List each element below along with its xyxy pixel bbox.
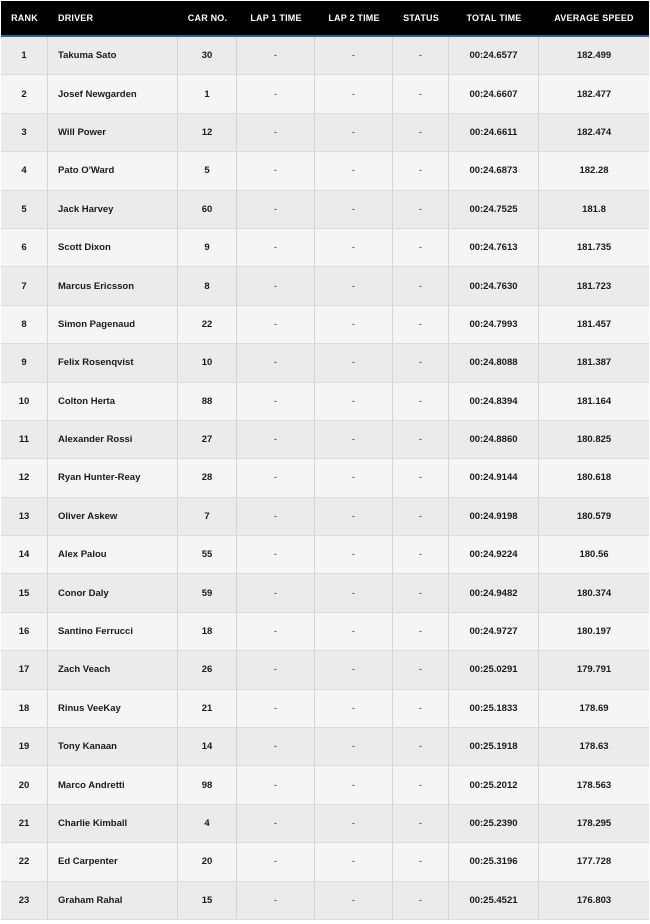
table-row (1, 728, 649, 766)
results-table (1, 1, 649, 920)
average-speed-cell: 181.8 (582, 203, 606, 215)
lap1-time-cell: - (237, 37, 315, 74)
lap2-time-cell: - (315, 114, 393, 151)
lap2-time-cell: - (315, 882, 393, 919)
lap1-time-cell: - (237, 306, 315, 343)
table-row (1, 191, 649, 229)
status-cell: - (393, 383, 449, 420)
average-speed-cell: 181.457 (576, 318, 612, 330)
column-header-lap2-time[interactable]: LAP 2 TIME (328, 13, 380, 23)
lap2-time-cell: - (315, 805, 393, 842)
table-row (1, 344, 649, 382)
total-time-cell: 00:25.4521 (449, 882, 539, 919)
car-number-cell: 20 (178, 843, 237, 880)
rank-cell: 22 (1, 843, 48, 880)
rank-cell: 18 (1, 690, 48, 727)
lap1-time-cell: - (237, 459, 315, 496)
rank-cell: 23 (1, 882, 48, 919)
status-cell: - (393, 152, 449, 189)
table-row (1, 536, 649, 574)
lap2-time-cell: - (315, 75, 393, 112)
lap1-time-cell: - (237, 421, 315, 458)
rank-cell: 7 (1, 267, 48, 304)
lap2-time-cell: - (315, 152, 393, 189)
column-header-total-time[interactable]: TOTAL TIME (466, 13, 522, 23)
total-time-cell: 00:24.6577 (449, 37, 539, 74)
driver-name-cell: Takuma Sato (48, 37, 178, 74)
rank-cell: 15 (1, 574, 48, 611)
lap1-time-cell: - (237, 75, 315, 112)
car-number-cell: 10 (178, 344, 237, 381)
status-cell: - (393, 651, 449, 688)
status-cell: - (393, 536, 449, 573)
status-cell: - (393, 882, 449, 919)
table-row (1, 574, 649, 612)
total-time-cell: 00:25.1833 (449, 690, 539, 727)
column-header-status[interactable]: STATUS (403, 13, 439, 23)
driver-name-cell: Josef Newgarden (48, 75, 178, 112)
total-time-cell: 00:24.8394 (449, 383, 539, 420)
lap1-time-cell: - (237, 152, 315, 189)
table-row (1, 267, 649, 305)
lap1-time-cell: - (237, 882, 315, 919)
driver-name-cell: Scott Dixon (48, 229, 178, 266)
column-header-average-speed[interactable]: AVERAGE SPEED (554, 13, 634, 23)
status-cell: - (393, 843, 449, 880)
rank-cell: 8 (1, 306, 48, 343)
table-body (1, 37, 649, 920)
average-speed-cell: 181.387 (576, 357, 612, 369)
car-number-cell: 22 (178, 306, 237, 343)
car-number-cell: 88 (178, 383, 237, 420)
status-cell: - (393, 498, 449, 535)
total-time-cell: 00:25.3196 (449, 843, 539, 880)
rank-cell: 5 (1, 191, 48, 228)
driver-name-cell: Jack Harvey (48, 191, 178, 228)
lap1-time-cell: - (237, 613, 315, 650)
car-number-cell: 12 (178, 114, 237, 151)
driver-name-cell: Graham Rahal (48, 882, 178, 919)
lap1-time-cell: - (237, 114, 315, 151)
driver-name-cell: Colton Herta (48, 383, 178, 420)
table-row (1, 421, 649, 459)
lap2-time-cell: - (315, 498, 393, 535)
car-number-cell: 30 (178, 37, 237, 74)
driver-name-cell: Marcus Ericsson (48, 267, 178, 304)
average-speed-cell: 180.618 (576, 472, 612, 484)
column-header-car-no[interactable]: CAR NO. (187, 13, 228, 23)
column-header-lap1-time[interactable]: LAP 1 TIME (250, 13, 302, 23)
status-cell: - (393, 37, 449, 74)
driver-name-cell: Alexander Rossi (48, 421, 178, 458)
driver-name-cell: Will Power (48, 114, 178, 151)
status-cell: - (393, 574, 449, 611)
column-header-rank[interactable]: RANK (11, 13, 38, 23)
car-number-cell: 14 (178, 728, 237, 765)
driver-name-cell: Oliver Askew (48, 498, 178, 535)
average-speed-cell: 176.803 (576, 894, 612, 906)
lap1-time-cell: - (237, 766, 315, 803)
rank-cell: 1 (1, 37, 48, 74)
driver-name-cell: Charlie Kimball (48, 805, 178, 842)
total-time-cell: 00:24.8860 (449, 421, 539, 458)
table-row (1, 766, 649, 804)
rank-cell: 20 (1, 766, 48, 803)
total-time-cell: 00:24.7613 (449, 229, 539, 266)
average-speed-cell: 177.728 (576, 856, 612, 868)
status-cell: - (393, 75, 449, 112)
driver-name-cell: Marco Andretti (48, 766, 178, 803)
table-row (1, 651, 649, 689)
status-cell: - (393, 421, 449, 458)
status-cell: - (393, 229, 449, 266)
status-cell: - (393, 306, 449, 343)
total-time-cell: 00:24.7993 (449, 306, 539, 343)
total-time-cell: 00:25.1918 (449, 728, 539, 765)
status-cell: - (393, 690, 449, 727)
lap1-time-cell: - (237, 728, 315, 765)
lap2-time-cell: - (315, 191, 393, 228)
average-speed-cell: 182.499 (576, 50, 612, 62)
column-header-driver[interactable]: DRIVER (58, 13, 94, 23)
table-row (1, 459, 649, 497)
lap1-time-cell: - (237, 498, 315, 535)
average-speed-cell: 180.825 (576, 434, 612, 446)
table-row (1, 229, 649, 267)
table-row (1, 882, 649, 920)
driver-name-cell: Tony Kanaan (48, 728, 178, 765)
table-row (1, 152, 649, 190)
table-row (1, 805, 649, 843)
average-speed-cell: 182.477 (576, 88, 612, 100)
average-speed-cell: 180.197 (576, 626, 612, 638)
average-speed-cell: 180.56 (579, 549, 609, 561)
lap2-time-cell: - (315, 613, 393, 650)
driver-name-cell: Pato O'Ward (48, 152, 178, 189)
car-number-cell: 4 (178, 805, 237, 842)
table-row (1, 843, 649, 881)
lap1-time-cell: - (237, 229, 315, 266)
lap1-time-cell: - (237, 344, 315, 381)
car-number-cell: 9 (178, 229, 237, 266)
total-time-cell: 00:24.9482 (449, 574, 539, 611)
average-speed-cell: 178.563 (576, 779, 612, 791)
lap2-time-cell: - (315, 37, 393, 74)
lap2-time-cell: - (315, 536, 393, 573)
rank-cell: 13 (1, 498, 48, 535)
lap1-time-cell: - (237, 805, 315, 842)
lap2-time-cell: - (315, 766, 393, 803)
driver-name-cell: Ed Carpenter (48, 843, 178, 880)
rank-cell: 10 (1, 383, 48, 420)
driver-name-cell: Alex Palou (48, 536, 178, 573)
car-number-cell: 59 (178, 574, 237, 611)
lap1-time-cell: - (237, 383, 315, 420)
rank-cell: 14 (1, 536, 48, 573)
car-number-cell: 55 (178, 536, 237, 573)
total-time-cell: 00:24.9727 (449, 613, 539, 650)
total-time-cell: 00:24.6873 (449, 152, 539, 189)
total-time-cell: 00:25.2390 (449, 805, 539, 842)
lap2-time-cell: - (315, 344, 393, 381)
car-number-cell: 26 (178, 651, 237, 688)
average-speed-cell: 182.474 (576, 126, 612, 138)
table-row (1, 306, 649, 344)
lap2-time-cell: - (315, 690, 393, 727)
lap1-time-cell: - (237, 191, 315, 228)
rank-cell: 12 (1, 459, 48, 496)
total-time-cell: 00:24.6611 (449, 114, 539, 151)
car-number-cell: 15 (178, 882, 237, 919)
lap1-time-cell: - (237, 651, 315, 688)
lap1-time-cell: - (237, 574, 315, 611)
lap2-time-cell: - (315, 267, 393, 304)
car-number-cell: 8 (178, 267, 237, 304)
rank-cell: 6 (1, 229, 48, 266)
total-time-cell: 00:25.0291 (449, 651, 539, 688)
table-row (1, 498, 649, 536)
rank-cell: 4 (1, 152, 48, 189)
rank-cell: 19 (1, 728, 48, 765)
total-time-cell: 00:24.7525 (449, 191, 539, 228)
rank-cell: 9 (1, 344, 48, 381)
driver-name-cell: Simon Pagenaud (48, 306, 178, 343)
status-cell: - (393, 267, 449, 304)
table-header (1, 1, 649, 37)
lap1-time-cell: - (237, 690, 315, 727)
driver-name-cell: Conor Daly (48, 574, 178, 611)
driver-name-cell: Felix Rosenqvist (48, 344, 178, 381)
average-speed-cell: 179.791 (576, 664, 612, 676)
average-speed-cell: 178.295 (576, 818, 612, 829)
average-speed-cell: 182.28 (579, 165, 609, 177)
status-cell: - (393, 344, 449, 381)
car-number-cell: 1 (178, 75, 237, 112)
lap2-time-cell: - (315, 229, 393, 266)
total-time-cell: 00:24.9198 (449, 498, 539, 535)
status-cell: - (393, 613, 449, 650)
status-cell: - (393, 805, 449, 842)
lap2-time-cell: - (315, 843, 393, 880)
car-number-cell: 5 (178, 152, 237, 189)
lap2-time-cell: - (315, 306, 393, 343)
total-time-cell: 00:24.9144 (449, 459, 539, 496)
lap1-time-cell: - (237, 536, 315, 573)
lap2-time-cell: - (315, 651, 393, 688)
car-number-cell: 98 (178, 766, 237, 803)
total-time-cell: 00:24.6607 (449, 75, 539, 112)
average-speed-cell: 180.579 (576, 510, 612, 522)
table-row (1, 383, 649, 421)
lap2-time-cell: - (315, 383, 393, 420)
lap2-time-cell: - (315, 459, 393, 496)
driver-name-cell: Santino Ferrucci (48, 613, 178, 650)
status-cell: - (393, 766, 449, 803)
table-row (1, 613, 649, 651)
average-speed-cell: 180.374 (576, 587, 612, 599)
lap1-time-cell: - (237, 843, 315, 880)
rank-cell: 2 (1, 75, 48, 112)
status-cell: - (393, 114, 449, 151)
lap2-time-cell: - (315, 728, 393, 765)
average-speed-cell: 178.69 (579, 702, 609, 714)
status-cell: - (393, 191, 449, 228)
total-time-cell: 00:24.8088 (449, 344, 539, 381)
lap2-time-cell: - (315, 574, 393, 611)
rank-cell: 17 (1, 651, 48, 688)
rank-cell: 16 (1, 613, 48, 650)
car-number-cell: 21 (178, 690, 237, 727)
driver-name-cell: Ryan Hunter-Reay (48, 459, 178, 496)
average-speed-cell: 178.63 (579, 741, 609, 753)
status-cell: - (393, 728, 449, 765)
lap1-time-cell: - (237, 267, 315, 304)
table-row (1, 75, 649, 113)
average-speed-cell: 181.735 (576, 242, 612, 254)
total-time-cell: 00:25.2012 (449, 766, 539, 803)
rank-cell: 21 (1, 805, 48, 842)
table-row (1, 37, 649, 75)
table-row (1, 114, 649, 152)
driver-name-cell: Zach Veach (48, 651, 178, 688)
lap2-time-cell: - (315, 421, 393, 458)
car-number-cell: 27 (178, 421, 237, 458)
car-number-cell: 28 (178, 459, 237, 496)
average-speed-cell: 181.723 (576, 280, 612, 292)
table-row (1, 690, 649, 728)
rank-cell: 11 (1, 421, 48, 458)
car-number-cell: 7 (178, 498, 237, 535)
average-speed-cell: 181.164 (576, 395, 612, 407)
status-cell: - (393, 459, 449, 496)
car-number-cell: 60 (178, 191, 237, 228)
car-number-cell: 18 (178, 613, 237, 650)
total-time-cell: 00:24.7630 (449, 267, 539, 304)
driver-name-cell: Rinus VeeKay (48, 690, 178, 727)
total-time-cell: 00:24.9224 (449, 536, 539, 573)
rank-cell: 3 (1, 114, 48, 151)
